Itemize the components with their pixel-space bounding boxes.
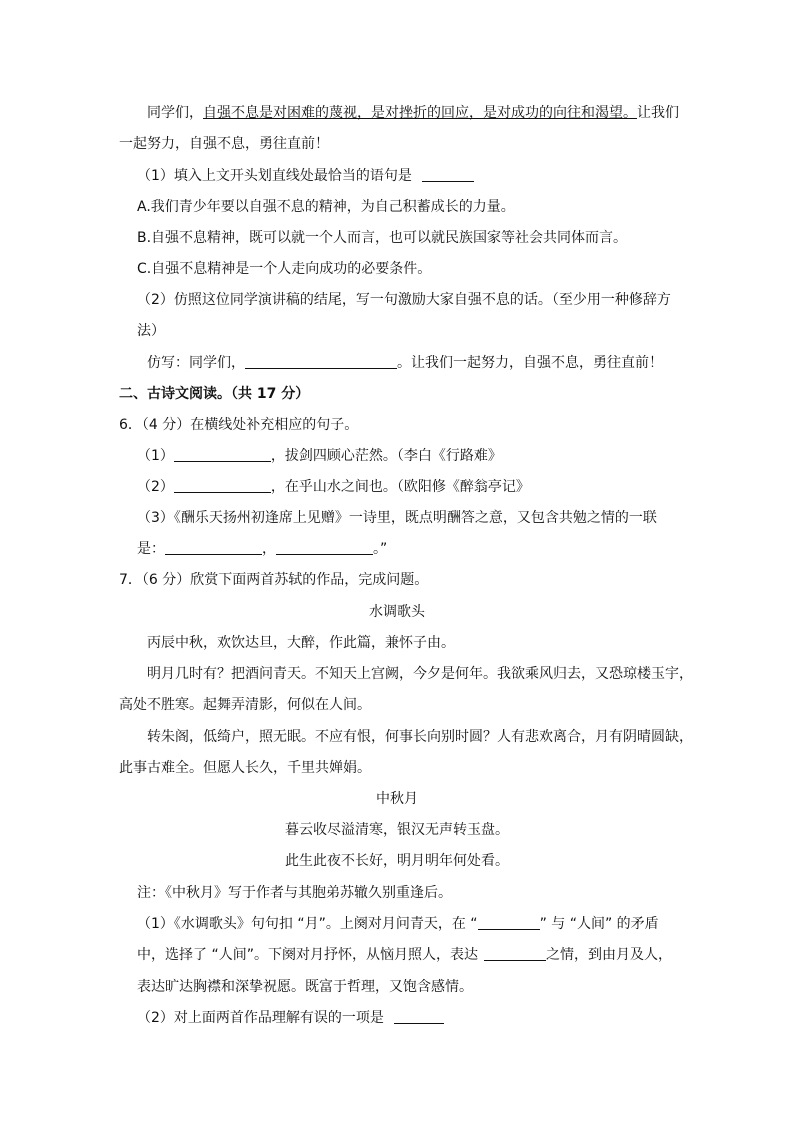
q6-sub3-line1: （3）《酬乐天扬州初逢席上见赠》一诗里，既点明酬答之意，又包含共勉之情的一联 [137, 510, 657, 526]
q7-sub2-blank[interactable] [394, 1009, 444, 1024]
passage-line-1-tail: 让我们 [637, 105, 679, 121]
q6-sub2-num: （2） [137, 479, 174, 495]
q6-sub3-lead: 是： [137, 541, 165, 557]
q5-sub1-text: （1）填入上文开头划直线处最恰当的语句是 [137, 168, 412, 184]
poem1-p1-line2: 高处不胜寒。起舞弄清影，何似在人间。 [119, 697, 371, 713]
poem2-line2: 此生此夜不长好，明月明年何处看。 [285, 853, 509, 869]
q6-sub2-tail: ，在乎山水之间也。（欧阳修《醉翁亭记》 [270, 479, 530, 495]
answer-blank[interactable] [422, 167, 474, 182]
q7-stem: 7．（6 分）欣赏下面两首苏轼的作品，完成问题。 [119, 572, 429, 588]
q7-sub1-line1 [137, 915, 659, 933]
q6-sub1-num: （1） [137, 448, 174, 464]
q6-sub2 [137, 478, 530, 496]
q6-sub3-blank-2[interactable] [276, 540, 373, 555]
underlined-sentence: 自强不息是对困难的蔑视，是对挫折的回应，是对成功的向往和渴望。 [203, 105, 637, 121]
passage-line-2: 一起努力，自强不息，勇往直前！ [119, 136, 329, 152]
poem1-p2-line1: 转朱阁，低绮户，照无眠。不应有恨，何事长向别时圆？人有悲欢离合，月有阴晴圆缺， [147, 729, 693, 745]
poem2-line1: 暮云收尽溢清寒，银汉无声转玉盘。 [285, 822, 509, 838]
q7-sub1-text-1: （1）《水调歌头》句句扣 “月”。上阕对月问青天，在 “ [137, 916, 478, 932]
q7-sub1-text-4: 之情，到由月及人， [545, 947, 672, 963]
q5-option-c: C.自强不息精神是一个人走向成功的必要条件。 [137, 261, 432, 277]
q6-sub1-tail: ，拔剑四顾心茫然。（李白《行路难》 [270, 448, 502, 464]
q5-option-b: B.自强不息精神，既可以就一个人而言，也可以就民族国家等社会共同体而言。 [137, 230, 628, 246]
passage-address: 同学们， [147, 105, 203, 121]
q6-sub3-comma: ， [262, 541, 276, 557]
q5-sub2-line1: （2）仿照这位同学演讲稿的结尾，写一句激励大家自强不息的话。（至少用一种修辞方 [137, 292, 671, 308]
q7-sub2 [137, 1009, 444, 1027]
poem1-preface: 丙辰中秋，欢饮达旦，大醉，作此篇，兼怀子由。 [147, 635, 455, 651]
q5-sub1 [137, 167, 474, 185]
q7-sub1-blank-1[interactable] [478, 915, 540, 930]
q7-sub2-text: （2）对上面两首作品理解有误的一项是 [137, 1010, 384, 1026]
q7-sub1-blank-2[interactable] [484, 946, 546, 961]
imitate-blank[interactable] [245, 354, 397, 369]
q6-sub2-blank[interactable] [174, 478, 271, 493]
q6-sub1 [137, 447, 502, 465]
q6-stem: 6．（4 分）在横线处补充相应的句子。 [119, 417, 359, 433]
q7-sub1-line2 [137, 946, 672, 964]
q7-sub1-line3: 表达旷达胸襟和深挚祝愿。既富于哲理，又饱含感情。 [137, 979, 473, 995]
q7-sub1-text-2: ” 与 “人间” 的矛盾 [539, 916, 659, 932]
q6-sub3-line2 [137, 540, 387, 558]
poem2-title: 中秋月 [376, 791, 418, 807]
imitate-tail: 。让我们一起努力，自强不息，勇往直前！ [397, 355, 663, 371]
q6-sub1-blank[interactable] [174, 447, 271, 462]
q5-option-a: A.我们青少年要以自强不息的精神，为自己积蓄成长的力量。 [137, 199, 515, 215]
poem1-p1-line1: 明月几时有？把酒问青天。不知天上宫阙，今夕是何年。我欲乘风归去，又恐琼楼玉宇， [147, 666, 693, 682]
q5-sub2-line2: 法） [137, 323, 165, 339]
imitate-label: 仿写：同学们， [147, 355, 245, 371]
q6-sub3-end: 。” [373, 541, 388, 557]
q7-sub1-text-3: 中，选择了 “人间”。下阕对月抒怀，从恼月照人，表达 [137, 947, 478, 963]
passage-line-1 [147, 104, 679, 122]
q5-imitate [147, 354, 663, 372]
poem1-title: 水调歌头 [369, 604, 425, 620]
poem-note: 注：《中秋月》写于作者与其胞弟苏辙久别重逢后。 [137, 885, 452, 901]
section-2-title: 二、古诗文阅读。（共 17 分） [119, 386, 310, 402]
q6-sub3-blank-1[interactable] [165, 540, 262, 555]
poem1-p2-line2: 此事古难全。但愿人长久，千里共婵娟。 [119, 760, 371, 776]
